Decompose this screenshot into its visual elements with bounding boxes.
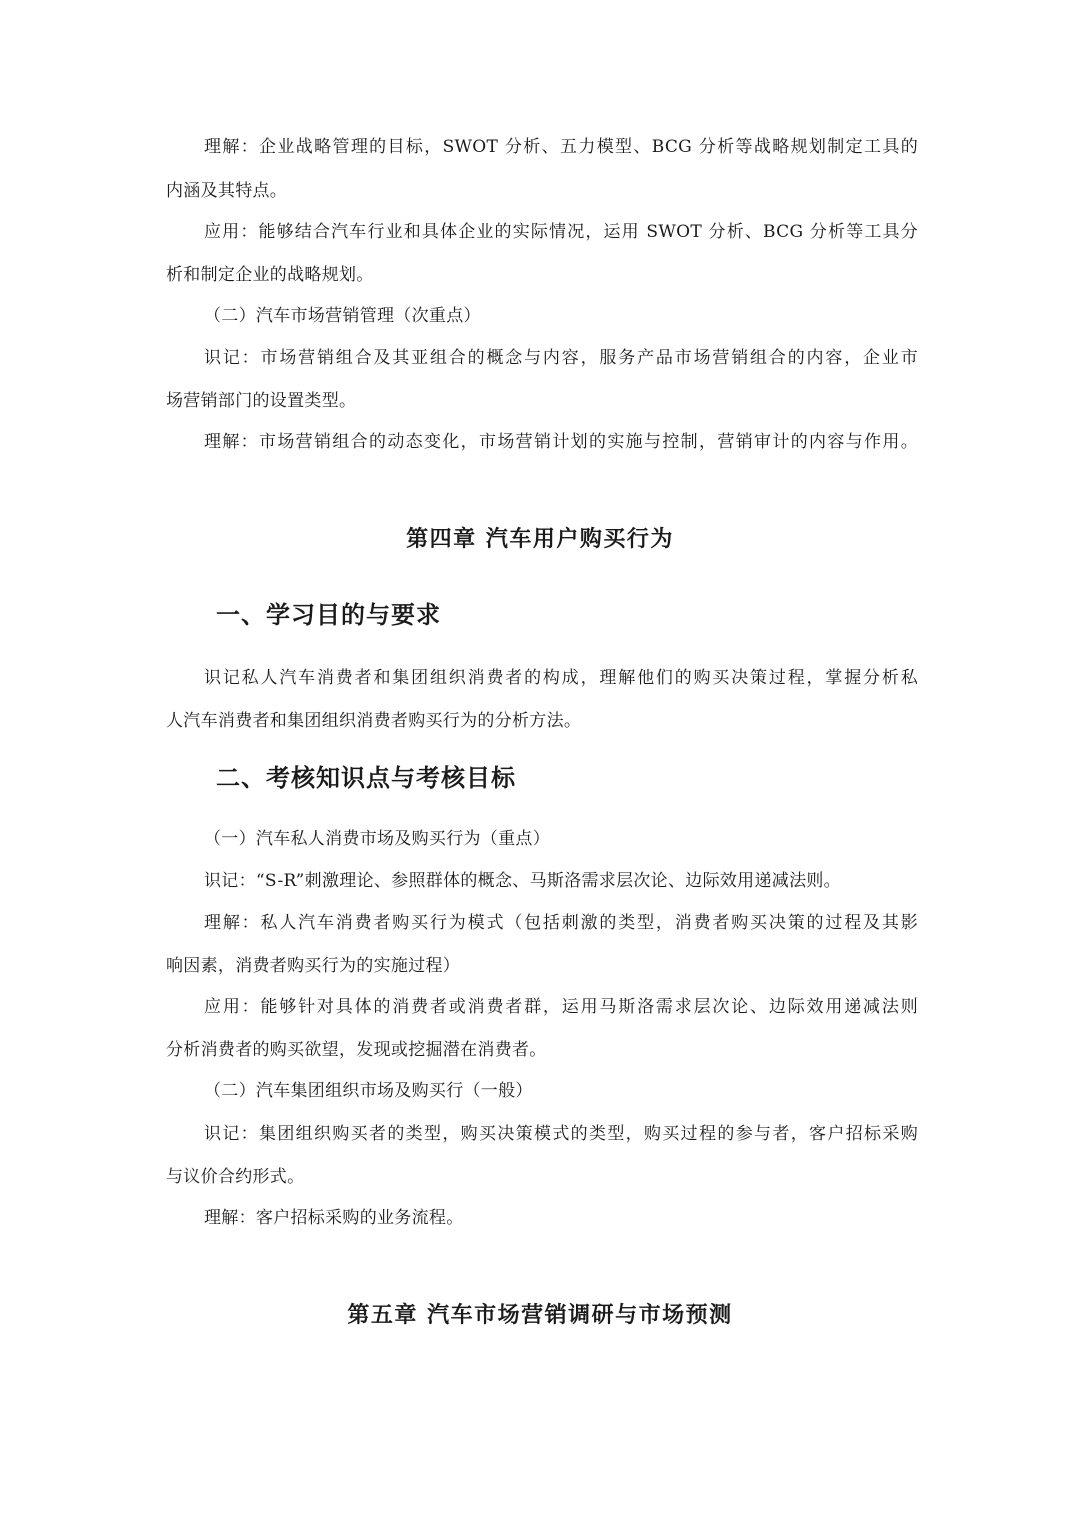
ch4-sub2-recall-line-2: 与议价合约形式。 bbox=[166, 1167, 305, 1187]
chapter-4-title: 第四章 汽车用户购买行为 bbox=[406, 527, 674, 552]
chapter-5-title: 第五章 汽车市场营销调研与市场预测 bbox=[347, 1303, 733, 1328]
ch4-section-1-text-line-2: 人汽车消费者和集团组织消费者购买行为的分析方法。 bbox=[166, 711, 582, 731]
ch4-sub1-apply-line-1: 应用：能够针对具体的消费者或消费者群，运用马斯洛需求层次论、边际效用递减法则 bbox=[204, 997, 918, 1017]
ch4-sub1-apply-line-2: 分析消费者的购买欲望，发现或挖掘潜在消费者。 bbox=[166, 1040, 547, 1060]
ch4-sub1-understand-line-1: 理解：私人汽车消费者购买行为模式（包括刺激的类型，消费者购买决策的过程及其影 bbox=[204, 913, 918, 933]
ch4-subsection-2-title: （二）汽车集团组织市场及购买行（一般） bbox=[204, 1081, 533, 1101]
ch3-understand-line-1: 理解：企业战略管理的目标，SWOT 分析、五力模型、BCG 分析等战略规划制定工具的 bbox=[204, 137, 918, 157]
ch4-sub2-recall-line-1: 识记：集团组织购买者的类型，购买决策模式的类型，购买过程的参与者，客户招标采购 bbox=[204, 1124, 918, 1144]
ch4-sub1-recall: 识记：“S-R”刺激理论、参照群体的概念、马斯洛需求层次论、边际效用递减法则。 bbox=[204, 871, 841, 891]
ch4-subsection-1-title: （一）汽车私人消费市场及购买行为（重点） bbox=[204, 829, 550, 849]
ch4-section-2-title: 二、考核知识点与考核目标 bbox=[216, 764, 516, 792]
ch3-understand-line-2: 内涵及其特点。 bbox=[166, 181, 288, 201]
ch4-section-1-title: 一、学习目的与要求 bbox=[216, 601, 441, 629]
ch4-sub2-understand: 理解：客户招标采购的业务流程。 bbox=[204, 1208, 464, 1228]
ch4-section-1-text-line-1: 识记私人汽车消费者和集团组织消费者的构成，理解他们的购买决策过程，掌握分析私 bbox=[204, 668, 918, 688]
ch3-apply-line-1: 应用：能够结合汽车行业和具体企业的实际情况，运用 SWOT 分析、BCG 分析等工具分 bbox=[204, 222, 918, 242]
ch3-subsection-2-title: （二）汽车市场营销管理（次重点） bbox=[204, 306, 481, 326]
ch3-recall-line-2: 场营销部门的设置类型。 bbox=[166, 391, 357, 411]
ch3-recall-line-1: 识记：市场营销组合及其亚组合的概念与内容，服务产品市场营销组合的内容，企业市 bbox=[204, 348, 918, 368]
ch4-sub1-understand-line-2: 响因素，消费者购买行为的实施过程） bbox=[166, 956, 461, 976]
ch3-apply-line-2: 析和制定企业的战略规划。 bbox=[166, 265, 374, 285]
ch3-understand-2: 理解：市场营销组合的动态变化，市场营销计划的实施与控制，营销审计的内容与作用。 bbox=[204, 432, 918, 452]
